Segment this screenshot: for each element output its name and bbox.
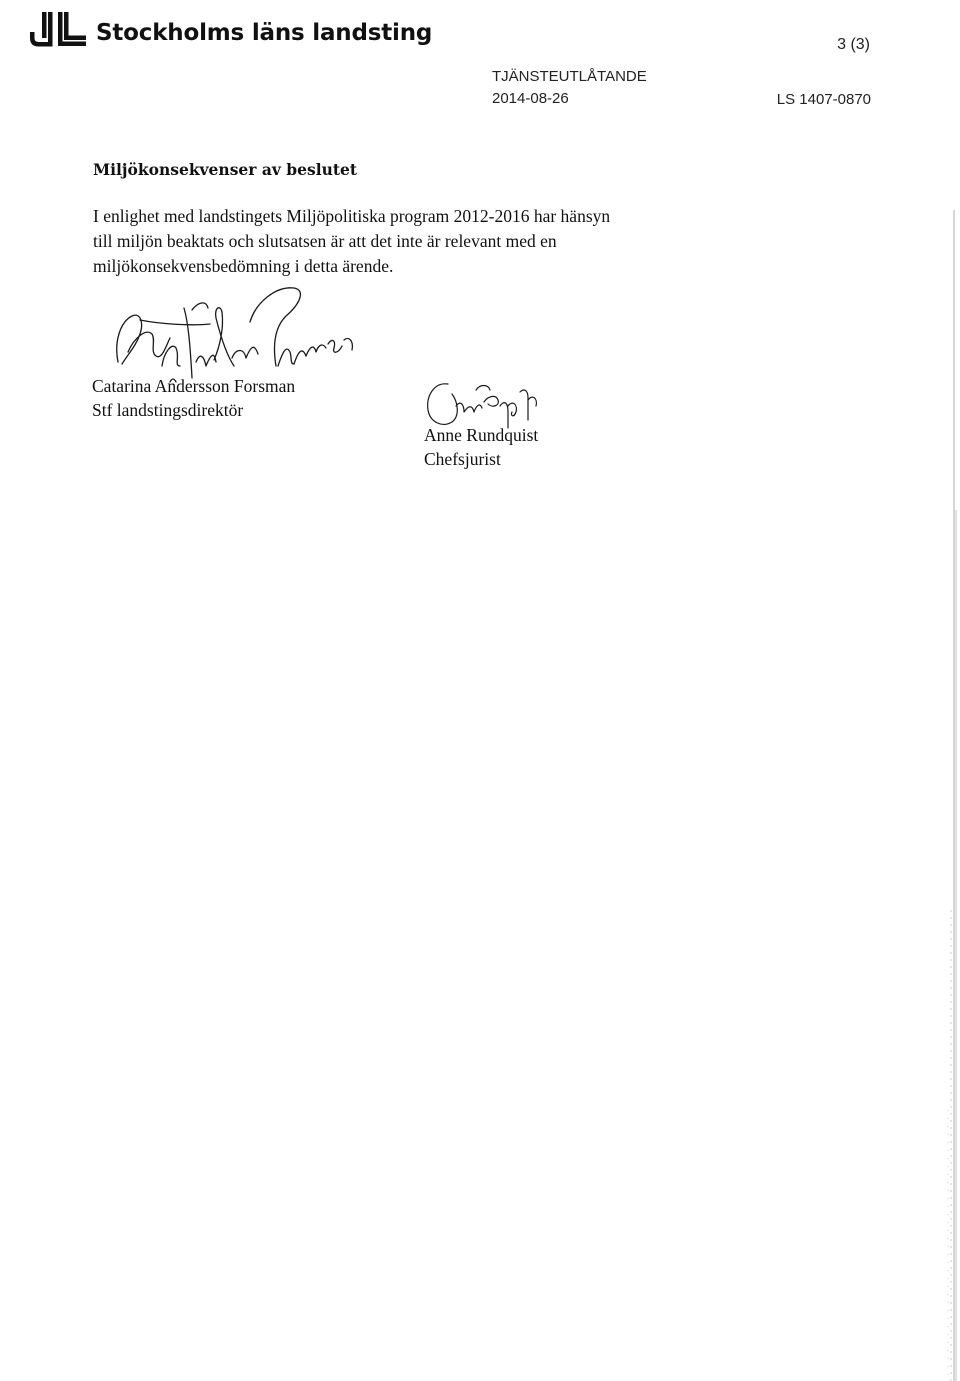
signer-title: Chefsjurist — [424, 449, 501, 469]
paragraph-line: till miljön beaktats och slutsatsen är att det inte är relevant med en — [93, 231, 557, 251]
reference-number: LS 1407-0870 — [776, 91, 871, 108]
scan-edge-artifact — [940, 210, 958, 1381]
paragraph-line: I enlighet med landstingets Miljöpolitiska program 2012-2016 har hänsyn — [93, 206, 611, 226]
signer-title: Stf landstingsdirektör — [92, 400, 244, 420]
page-number: 3 (3) — [837, 36, 870, 53]
signer-name: Catarina Andersson Forsman — [92, 376, 296, 396]
organization-name: Stockholms läns landsting — [96, 20, 433, 46]
paragraph-line: miljökonsekvensbedömning i detta ärende. — [93, 256, 394, 276]
document-date: 2014-08-26 — [492, 90, 569, 107]
document-type: TJÄNSTEUTLÅTANDE — [492, 68, 647, 85]
organization-logo — [28, 10, 92, 50]
section-heading: Miljökonsekvenser av beslutet — [93, 160, 358, 179]
signer-name: Anne Rundquist — [424, 425, 539, 445]
